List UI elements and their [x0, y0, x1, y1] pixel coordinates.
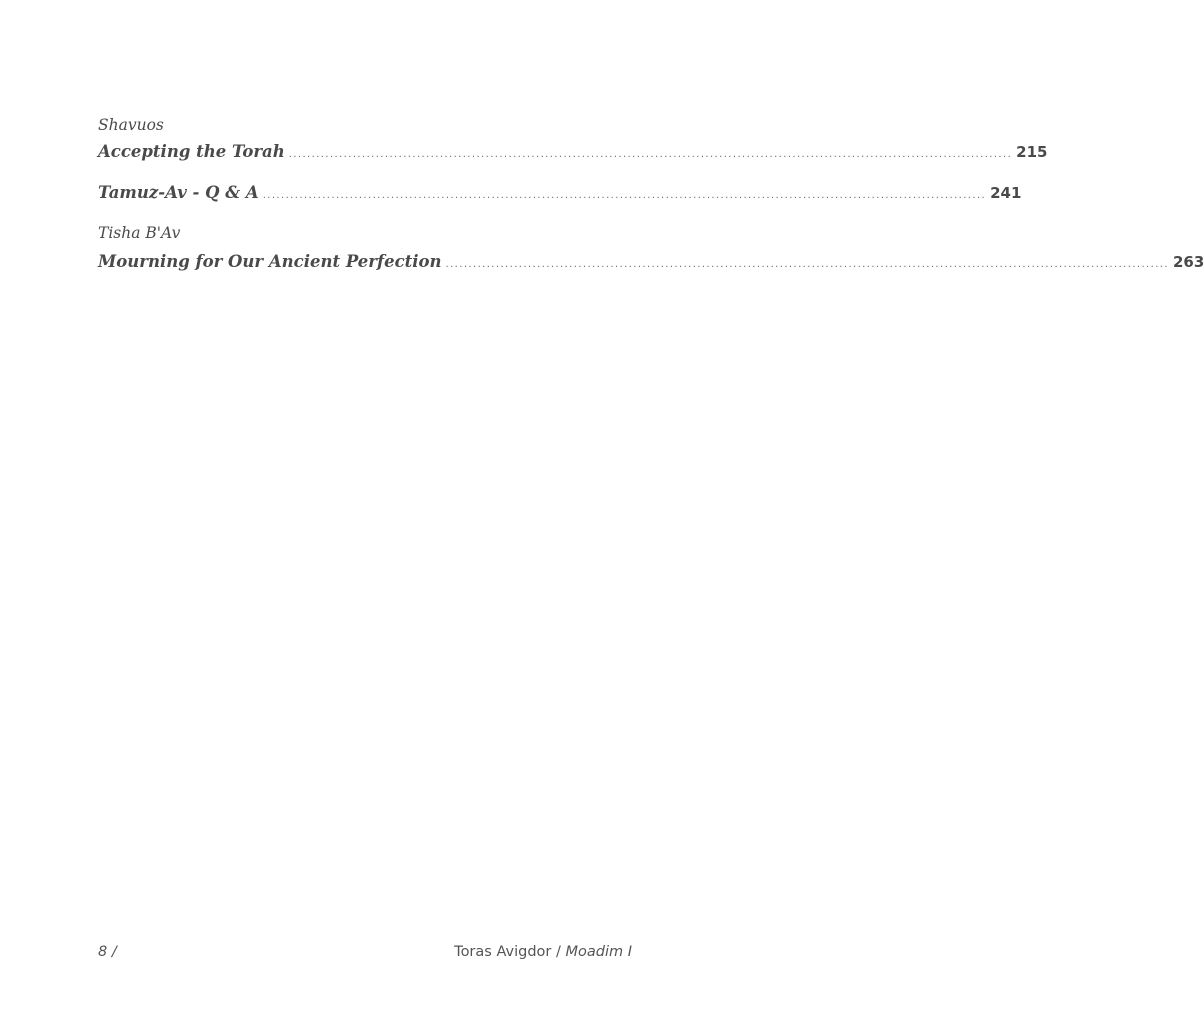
toc-entry-page: 215	[1016, 143, 1048, 161]
toc-entry-title: Accepting the Torah	[98, 142, 285, 161]
toc-entry-page: 241	[990, 184, 1022, 202]
dot-leader: ..............................................................................................................................................................	[445, 259, 1169, 270]
running-title	[454, 944, 632, 960]
toc-entry-page: 263	[1172, 253, 1204, 271]
book-title: Toras Avigdor /	[454, 944, 561, 960]
section-label-shavuos: Shavuos	[98, 116, 164, 134]
toc-entry-mourning[interactable]	[98, 250, 1204, 274]
volume-title: Moadim I	[565, 944, 632, 960]
page-number: 8 /	[98, 944, 117, 960]
page-footer	[98, 944, 632, 960]
section-label-tisha-bav: Tisha B'Av	[98, 224, 181, 242]
dot-leader: ..............................................................................................................................................................	[262, 190, 987, 201]
toc-entry-title: Mourning for Our Ancient Perfection	[98, 252, 442, 271]
toc-entry-title: Tamuz-Av - Q & A	[98, 183, 259, 202]
toc-entry-accepting-the-torah[interactable]	[98, 140, 1048, 164]
table-of-contents	[98, 114, 1204, 274]
dot-leader: ..............................................................................................................................................................	[288, 149, 1013, 160]
toc-entry-tamuz-av-qa[interactable]	[98, 181, 1022, 205]
